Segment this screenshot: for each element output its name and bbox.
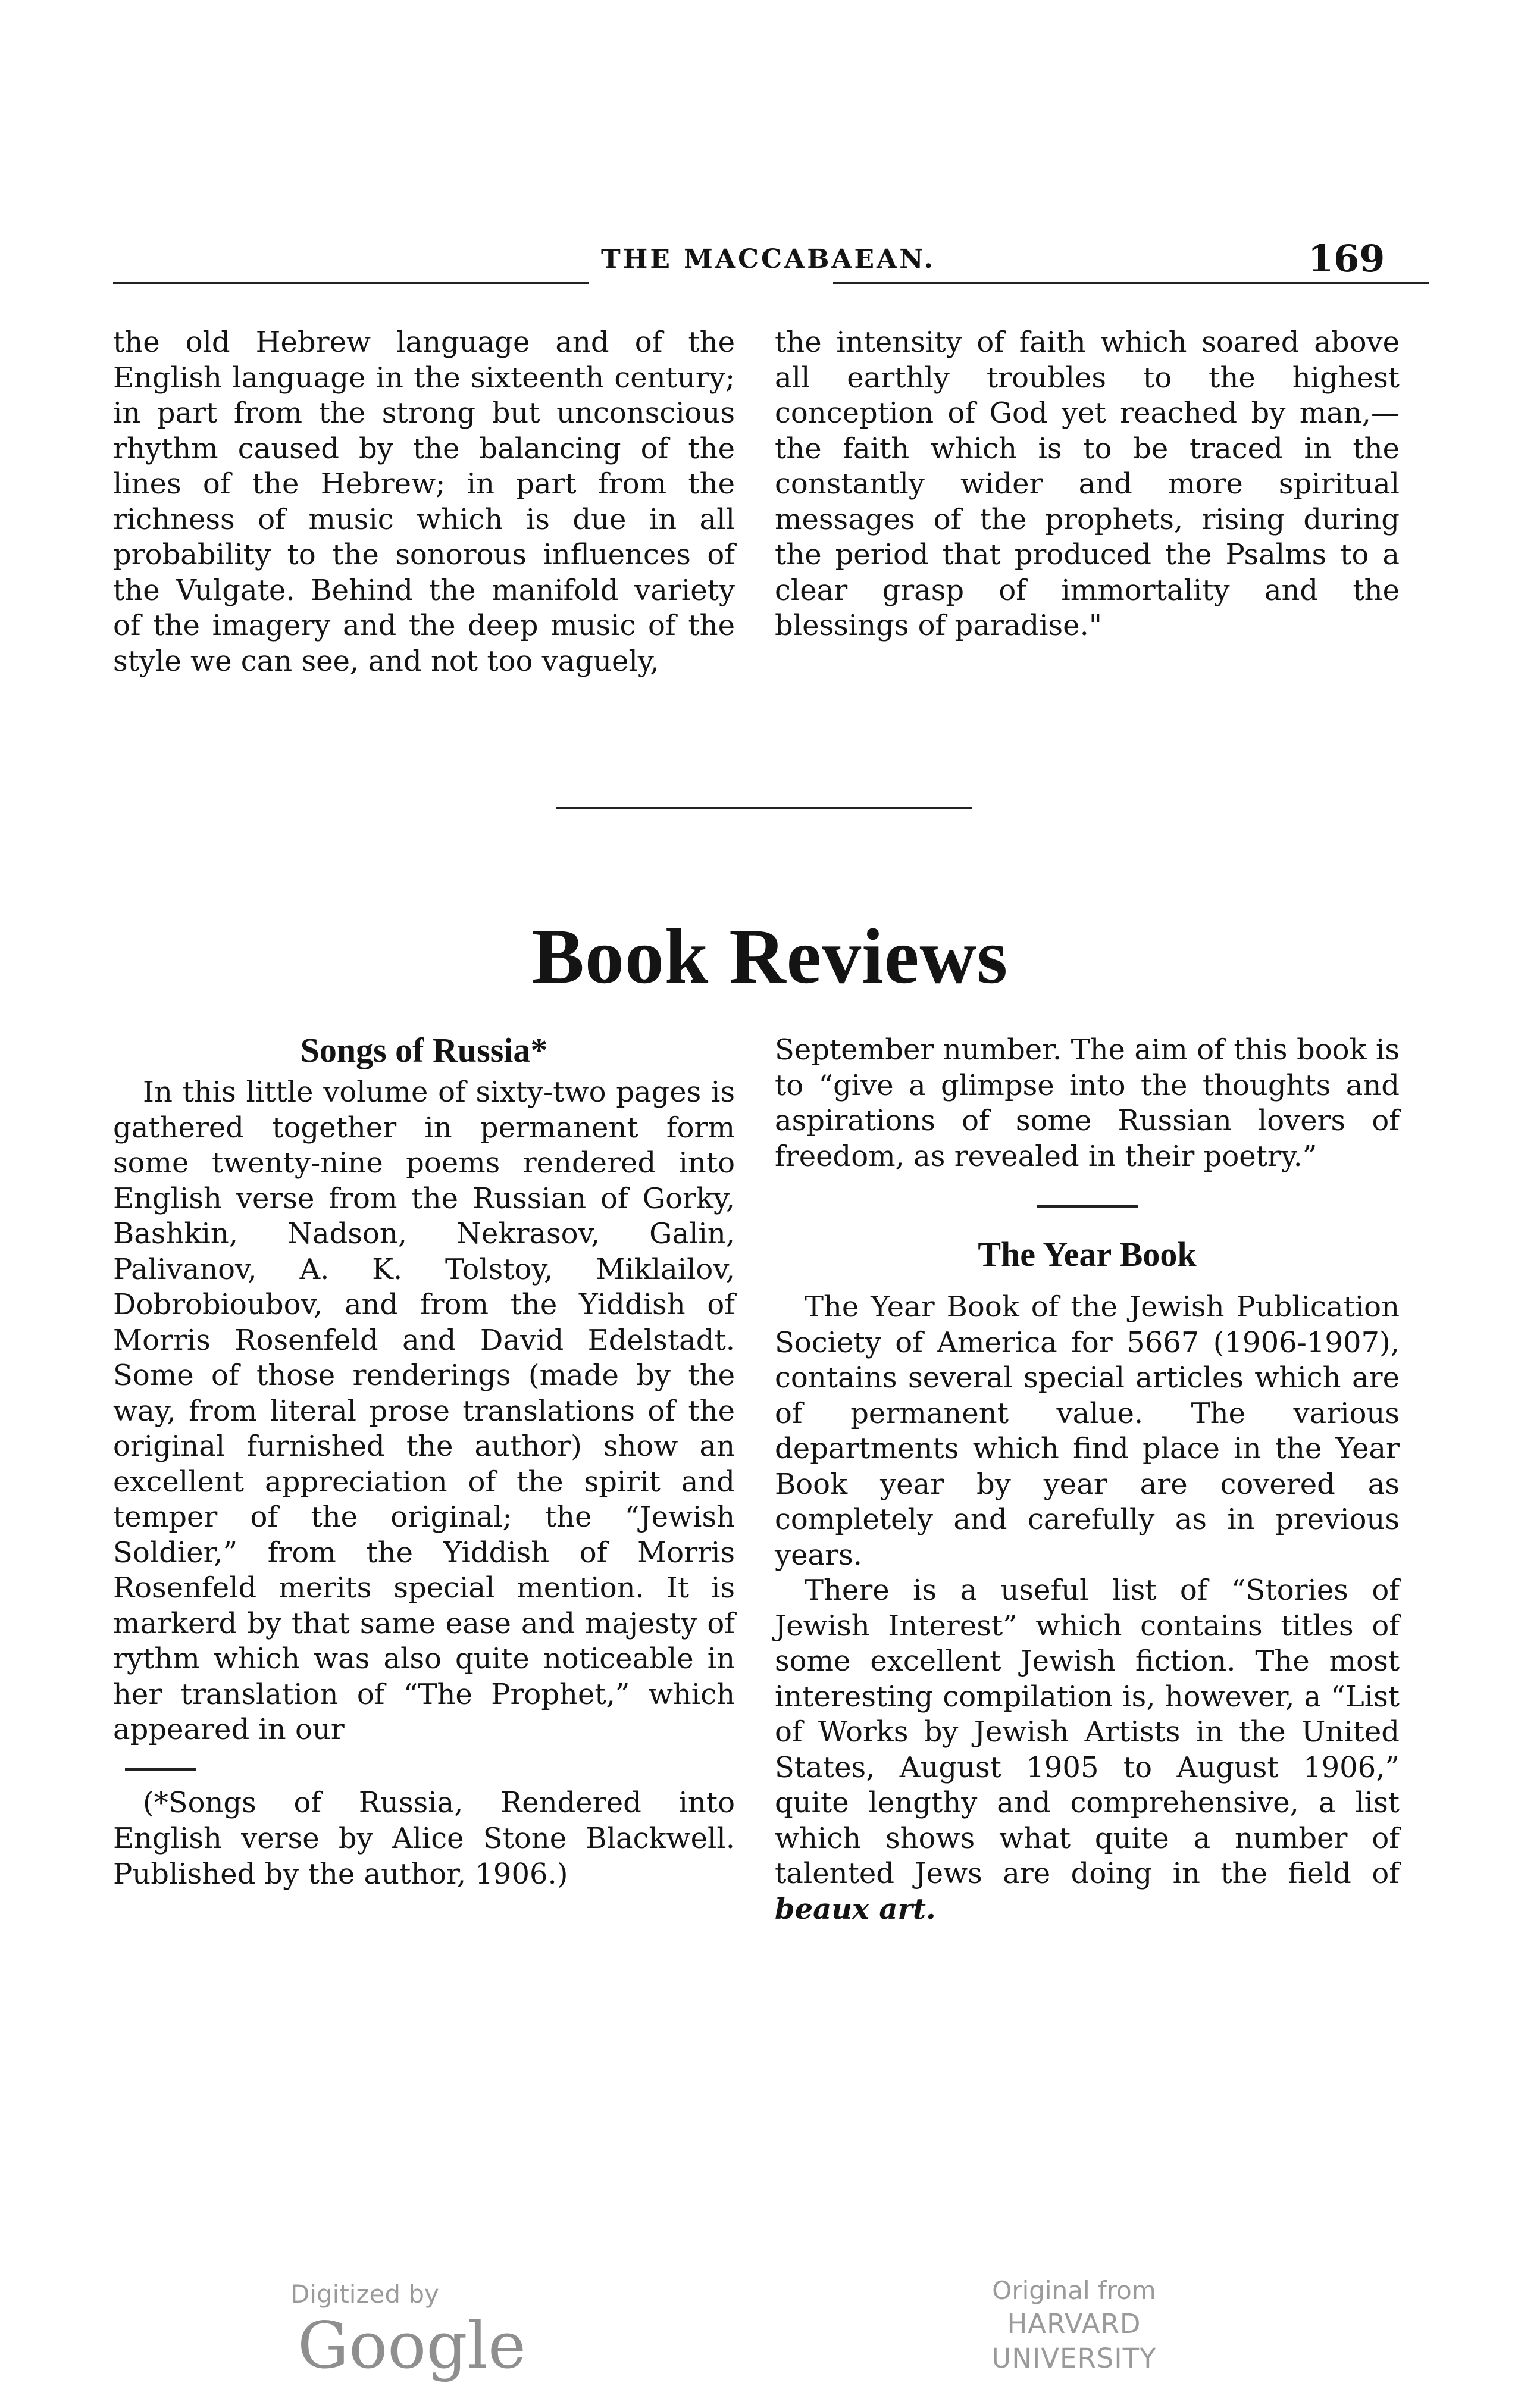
original-from-label: Original from bbox=[992, 2276, 1156, 2305]
footnote-rule bbox=[125, 1768, 196, 1771]
original-from-watermark bbox=[925, 2275, 1223, 2376]
google-logo: Google bbox=[298, 2309, 526, 2383]
songs-of-russia-review bbox=[113, 1030, 735, 1892]
songs-of-russia-body: In this little volume of sixty-two pages is gathered together in permanent form some twenty-nine poems rendered into English verse from the Russian of Gorky, Bashkin, Nadson, Nekrasov, Galin, Palivanov, A. K. Tolstoy, Miklailov, Dobrobioubov, and from the Yiddish of Morris Rosenfeld and David Edelstadt. Some of those renderings (made by the way, from literal prose translations of the original furnished the author) show an excellent appreciation of the spirit and temper of the original; the “Jewish Soldier,” from the Yiddish of Morris Rosenfeld merits special mention. It is markerd by that same ease and majesty of rythm which was also quite noticeable in her translation of “The Prophet,” which appeared in our bbox=[113, 1075, 735, 1746]
section-divider bbox=[556, 807, 972, 809]
year-book-paragraph-2 bbox=[775, 1573, 1400, 1927]
year-book-title: The Year Book bbox=[978, 1235, 1197, 1274]
running-header-title: THE MACCABAEAN. bbox=[601, 244, 935, 274]
year-book-paragraph-1: The Year Book of the Jewish Publication Society of America for 5667 (1906-1907), contains several special articles which are of permanent value. The various departments which find place in the Year Book year by year are covered as completely and carefully as in previous years. bbox=[775, 1290, 1400, 1572]
songs-of-russia-title: Songs of Russia* bbox=[300, 1031, 548, 1069]
songs-of-russia-footnote: (*Songs of Russia, Rendered into English verse by Alice Stone Blackwell. Published by the author, 1906.) bbox=[113, 1785, 735, 1891]
top-left-text: the old Hebrew language and of the English language in the sixteenth century; in part from the strong but unconscious rhythm caused by the balancing of the lines of the Hebrew; in part from the richness of music which is due in all probability to the sonorous influences of the Vulgate. Behind the manifold variety of the imagery and the deep music of the style we can see, and not too vaguely, bbox=[113, 326, 735, 678]
book-reviews-heading: Book Reviews bbox=[531, 912, 1009, 1000]
top-right-text: the intensity of faith which soared above all earthly troubles to the highest conception of God yet reached by man,—the faith which is to be traced in the constantly wider and more spiritual messages of the prophets, rising during the period that produced the Psalms to a clear grasp of immortality and the blessings of paradise." bbox=[775, 326, 1400, 642]
year-book-divider bbox=[1037, 1205, 1138, 1208]
digitized-by-watermark bbox=[290, 2279, 647, 2383]
beaux-art-text: beaux art. bbox=[775, 1892, 936, 1926]
songs-of-russia-continuation: September number. The aim of this book is to “give a glimpse into the thoughts and aspirations of some Russian lovers of freedom, as revealed in their poetry.” bbox=[775, 1033, 1400, 1173]
page-number: 169 bbox=[1308, 237, 1385, 280]
right-review-column bbox=[775, 1033, 1400, 1927]
top-right-column bbox=[775, 325, 1400, 644]
harvard-university-label: HARVARD UNIVERSITY bbox=[991, 2308, 1157, 2374]
year-book-paragraph-2-text: There is a useful list of “Stories of Jewish Interest” which contains titles of some excellent Jewish fiction. The most interesting compilation is, however, a “List of Works by Jewish Artists in the United States, August 1905 to August 1906,” quite lengthy and comprehensive, a list which shows what quite a number of talented Jews are doing in the field of bbox=[775, 1574, 1400, 1890]
header-rule-right bbox=[833, 282, 1429, 284]
digitized-by-label: Digitized by bbox=[290, 2279, 439, 2309]
header-rule-left bbox=[113, 282, 589, 284]
top-left-column bbox=[113, 325, 735, 679]
